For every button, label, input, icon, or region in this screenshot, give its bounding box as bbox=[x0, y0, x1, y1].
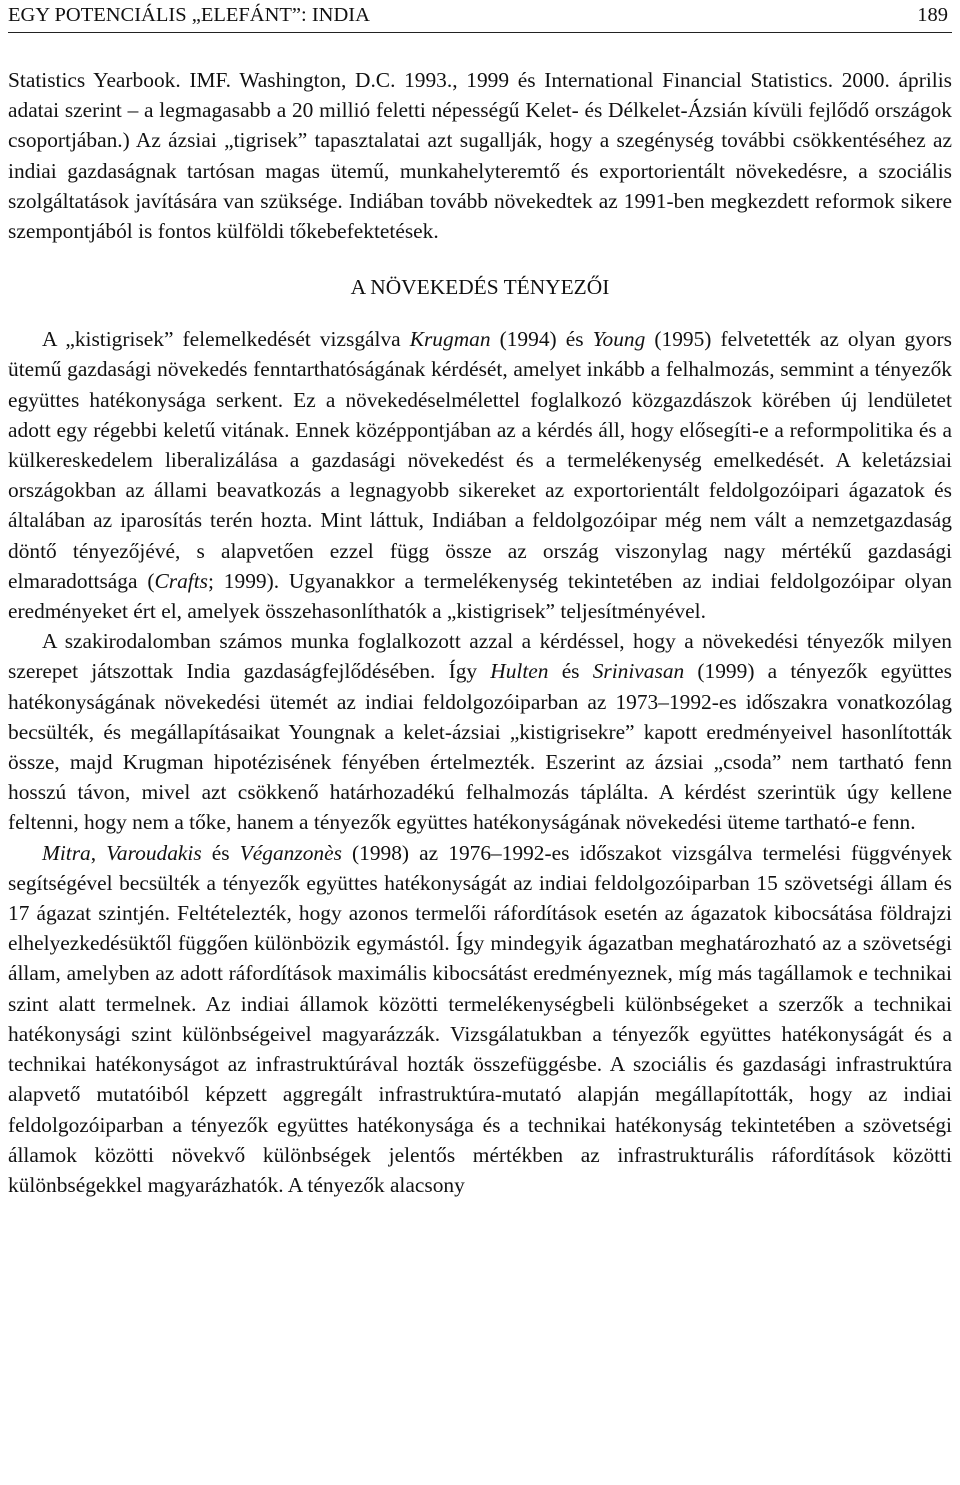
paragraph-2 bbox=[8, 324, 952, 626]
document-page bbox=[8, 0, 952, 1200]
paragraph-4-text: (1998) az 1976–1992-es időszakot vizsgálva termelési függvények segítségével becsülték a tényezők együttes hatékonyságát az indiai feldolgozóiparban 15 szövetségi állam és 17 ágazat szintjén. Feltételezték, hogy azonos termelői ráfordítások esetén az ágazatok kibocsátása földrajzi elhelyezkedésüktől függően különbözik egymástól. Így mindegyik ágazatban meghatározható az a szövetségi állam, amelyben az adott ráfordítások maximális kibocsátást eredményeznek, míg más tagállamok e technikai szint alatt termelnek. Az indiai államok közötti termelékenységbeli különbségeket a szerzők a technikai hatékonysági szint különbségeivel magyarázzák. Vizsgálatukban a tényezők együttes hatékonyságát és a technikai hatékonyságot az infrastruktúrával hozták összefüggésbe. A szociális és gazdasági infrastruktúra alapvető mutatóiból képzett aggregált infrastruktúra-mutató alapján megállapították, hogy az indiai feldolgozóiparban a tényezők együttes hatékonysága és a technikai hatékonyság tekintetében a szövetségi államok közötti növekvő különbségek jelentős mértékben az infrastrukturális ráfordítások közötti különbségekkel magyarázhatók. A tényezők alacsony bbox=[8, 840, 953, 1197]
separator-1: , bbox=[90, 840, 107, 865]
author-varoudakis: Varoudakis bbox=[106, 840, 202, 865]
running-header bbox=[8, 2, 952, 33]
paragraph-3-text-c: (1999) a tényezők együttes hatékonyságának növekedési ütemét az indiai feldolgozóiparban az 1973–1992-es időszakra vonatkozólag becsülték, és megállapításaikat Youngnak a kelet-ázsiai „kistigrisekre” kapott eredményeivel hasonlították össze, majd Krugman hipotézisének fényében értelmezték. Eszerint az ázsiai „csoda” nem tartható fenn hosszú távon, mivel azt csökkenő határhozadékú felhalmozás táplálta. A kérdést szerintük úgy kellene feltenni, hogy nem a tőke, hanem a tényezők együttes hatékonyságának növekedési üteme tartható-e fenn. bbox=[8, 659, 952, 835]
paragraph-2-text-d: ; 1999). Ugyanakkor a termelékenység tekintetében az indiai feldolgozóipar olyan eredményeket ért el, amelyek összehasonlíthatók a „kistigrisek” teljesítményével. bbox=[8, 568, 952, 624]
paragraph-2-text-c: (1995) felvetették az olyan gyors ütemű gazdasági növekedés fenntarthatóságának kérdését, amelyet inkább a felhalmozás, semmint a tényezők együttes hatékonysága serkent. Ez a növekedéselmélettel foglalkozó közgazdászok körében új lendületet adott egy régebbi keletű vitának. Ennek középpontjában az a kérdés áll, hogy elősegíti-e a reformpolitika és a külkereskedelem liberalizálása a gazdasági növekedést és a termelékenység emelkedését. A keletázsiai országokban az állami beavatkozás a legnagyobb sikereket az exportorientált feldolgozóipari ágazatok és általában az iparosítás terén hozta. Mint láttuk, Indiában a feldolgozóipar még nem vált a nemzetgazdaság döntő tényezőjévé, s alapvetően ezzel függ össze az ország viszonylag nagy mértékű gazdasági elmaradottsága ( bbox=[8, 327, 953, 593]
running-title: EGY POTENCIÁLIS „ELEFÁNT”: INDIA bbox=[8, 4, 370, 26]
author-mitra: Mitra bbox=[42, 840, 91, 865]
page-number: 189 bbox=[917, 4, 948, 26]
paragraph-1 bbox=[8, 65, 952, 246]
author-hulten: Hulten bbox=[490, 659, 549, 684]
author-krugman: Krugman bbox=[409, 327, 491, 352]
paragraph-4 bbox=[8, 838, 952, 1200]
author-srinivasan: Srinivasan bbox=[592, 659, 685, 684]
paragraph-3-text-a: A szakirodalomban számos munka foglalkozott azzal a kérdéssel, hogy a növekedési tényezők milyen szerepet játszottak India gazdaságfejlődésében. Így bbox=[8, 629, 952, 684]
separator-2: és bbox=[201, 840, 240, 865]
paragraph-3 bbox=[8, 626, 952, 837]
paragraph-3-text-b: és bbox=[548, 659, 593, 684]
paragraph-2-text-a: A „kistigrisek” felemelkedését vizsgálva bbox=[42, 327, 410, 352]
body-text bbox=[8, 65, 952, 1200]
author-crafts: Crafts bbox=[154, 568, 208, 593]
author-young: Young bbox=[592, 327, 646, 352]
author-veganzones: Véganzonès bbox=[239, 840, 342, 865]
section-heading: A NÖVEKEDÉS TÉNYEZŐI bbox=[350, 275, 610, 300]
paragraph-1-text: Statistics Yearbook. IMF. Washington, D.C. 1993., 1999 és International Financial Statistics. 2000. április adatai szerint – a legmagasabb a 20 millió feletti népességű Kelet- és Délkelet-Ázsián kívüli fejlődő országok csoportjában.) Az ázsiai „tigrisek” tapasztalatai azt sugallják, hogy a szegénység további csökkentéséhez az indiai gazdaságnak tartósan magas ütemű, munkahelyteremtő és exportorientált növekedésre, a szociális szolgáltatások javítására van szüksége. Indiában tovább növekedtek az 1991-ben megkezdett reformok sikere szempontjából is fontos külföldi tőkebefektetések. bbox=[8, 68, 952, 244]
paragraph-2-text-b: (1994) és bbox=[490, 327, 593, 352]
